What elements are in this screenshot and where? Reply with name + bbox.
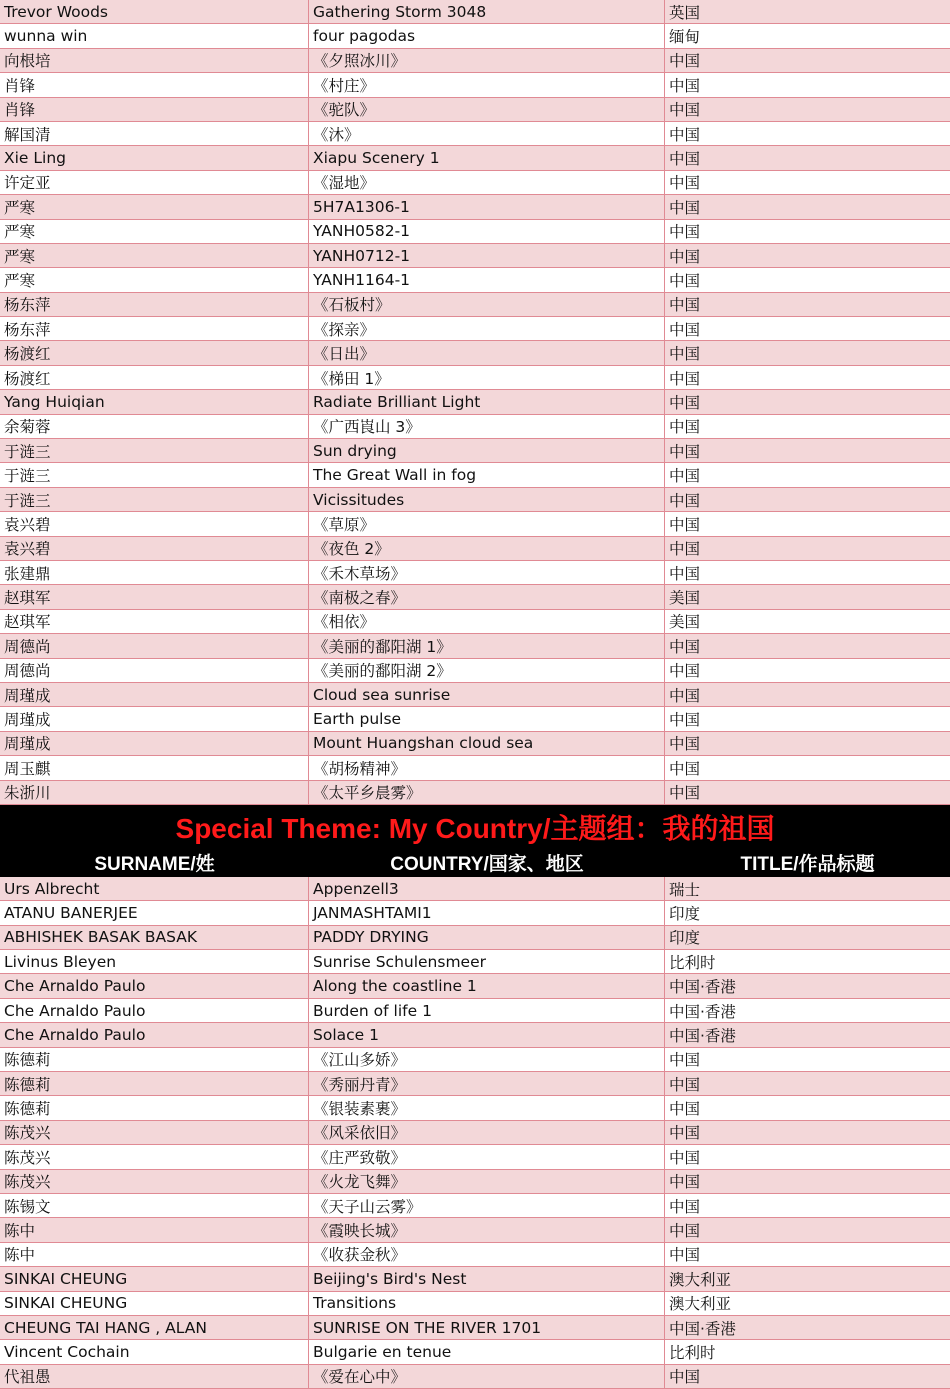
cell-name: 周德尚: [0, 634, 309, 657]
cell-work: 《夕照冰川》: [309, 49, 665, 72]
table-row: [0, 659, 950, 683]
table-row: [0, 1096, 950, 1120]
cell-country: 中国: [669, 637, 701, 656]
cell-name: 周德尚: [0, 659, 309, 682]
table-row: [0, 171, 950, 195]
table-row: [0, 1292, 950, 1316]
cell-work: 《火龙飞舞》: [309, 1170, 665, 1193]
cell-work: 《银装素裹》: [309, 1096, 665, 1119]
cell-work: YANH1164-1: [309, 268, 665, 291]
cell-country: 中国: [669, 1051, 701, 1070]
table-row: [0, 268, 950, 292]
cell-work: 《沐》: [309, 122, 665, 145]
cell-name: wunna win: [0, 24, 309, 47]
cell-country: 中国: [669, 320, 701, 339]
cell-name: 严寒: [0, 244, 309, 267]
table-row: [0, 1048, 950, 1072]
table-row: [0, 950, 950, 974]
cell-work: Burden of life 1: [309, 999, 665, 1022]
cell-work: YANH0712-1: [309, 244, 665, 267]
cell-country: 中国: [669, 515, 701, 534]
cell-country: 比利时: [669, 953, 716, 972]
table-row: [0, 1145, 950, 1169]
cell-name: 严寒: [0, 220, 309, 243]
cell-name: 肖锋: [0, 98, 309, 121]
table-row: [0, 781, 950, 805]
cell-work: 《禾木草场》: [309, 561, 665, 584]
table-row: [0, 0, 950, 24]
cell-work: 《收获金秋》: [309, 1243, 665, 1266]
table-row: [0, 146, 950, 170]
cell-name: 杨东萍: [0, 293, 309, 316]
cell-name: 于涟三: [0, 463, 309, 486]
table-row: [0, 756, 950, 780]
cell-name: 赵琪军: [0, 585, 309, 608]
cell-name: 于涟三: [0, 488, 309, 511]
cell-work: 《霞映长城》: [309, 1218, 665, 1241]
table-row: [0, 901, 950, 925]
cell-country: 中国: [669, 296, 701, 315]
cell-country: 中国: [669, 1197, 701, 1216]
cell-name: 陈茂兴: [0, 1170, 309, 1193]
table-row: [0, 585, 950, 609]
cell-name: 陈锡文: [0, 1194, 309, 1217]
cell-work: Appenzell3: [309, 877, 665, 900]
table-row: [0, 439, 950, 463]
cell-country: 中国: [669, 491, 701, 510]
cell-work: Vicissitudes: [309, 488, 665, 511]
table-row: [0, 707, 950, 731]
cell-country: 中国: [669, 150, 701, 169]
table-row: [0, 683, 950, 707]
cell-work: 《太平乡晨雾》: [309, 781, 665, 804]
cell-work: 《美丽的鄱阳湖 1》: [309, 634, 665, 657]
table-row: [0, 1267, 950, 1291]
cell-country: 中国: [669, 345, 701, 364]
column-header-row: [0, 849, 950, 877]
cell-name: Che Arnaldo Paulo: [0, 1023, 309, 1046]
table-row: [0, 1023, 950, 1047]
cell-name: 周瑾成: [0, 683, 309, 706]
cell-work: Beijing's Bird's Nest: [309, 1267, 665, 1290]
table-row: [0, 1121, 950, 1145]
cell-name: ATANU BANERJEE: [0, 901, 309, 924]
cell-country: 中国: [669, 784, 701, 803]
table-row: [0, 98, 950, 122]
cell-name: 陈茂兴: [0, 1145, 309, 1168]
table-row: [0, 1072, 950, 1096]
cell-country: 缅甸: [669, 28, 701, 47]
cell-name: 陈德莉: [0, 1072, 309, 1095]
cell-country: 美国: [669, 613, 701, 632]
cell-country: 中国: [669, 101, 701, 120]
table-row: [0, 974, 950, 998]
cell-work: Radiate Brilliant Light: [309, 390, 665, 413]
cell-name: 代祖愚: [0, 1365, 309, 1388]
cell-name: 向根培: [0, 49, 309, 72]
table-row: [0, 1365, 950, 1389]
cell-name: 张建鼎: [0, 561, 309, 584]
table-row: [0, 341, 950, 365]
cell-name: 朱浙川: [0, 781, 309, 804]
cell-work: Xiapu Scenery 1: [309, 146, 665, 169]
table-row: [0, 512, 950, 536]
cell-work: Mount Huangshan cloud sea: [309, 732, 665, 755]
cell-country: 澳大利亚: [669, 1295, 732, 1314]
cell-work: 《美丽的鄱阳湖 2》: [309, 659, 665, 682]
cell-work: Solace 1: [309, 1023, 665, 1046]
cell-country: 中国: [669, 759, 701, 778]
cell-work: 《草原》: [309, 512, 665, 535]
cell-country: 中国: [669, 564, 701, 583]
cell-country: 比利时: [669, 1344, 716, 1362]
column-header-country: COUNTRY/国家、地区: [390, 854, 584, 876]
cell-work: 《相依》: [309, 610, 665, 633]
cell-country: 中国·香港: [669, 1026, 736, 1045]
cell-work: 《南极之春》: [309, 585, 665, 608]
table-row: [0, 1218, 950, 1242]
table-row: [0, 926, 950, 950]
cell-name: CHEUNG TAI HANG , ALAN: [0, 1316, 309, 1339]
cell-name: 陈茂兴: [0, 1121, 309, 1144]
cell-country: 中国: [669, 735, 701, 754]
cell-name: 余菊蓉: [0, 415, 309, 438]
table-row: [0, 1243, 950, 1267]
cell-country: 中国: [669, 1222, 701, 1241]
cell-work: 《夜色 2》: [309, 537, 665, 560]
cell-country: 瑞士: [669, 880, 701, 899]
cell-work: 《风采依旧》: [309, 1121, 665, 1144]
cell-name: 陈德莉: [0, 1096, 309, 1119]
cell-work: 《村庄》: [309, 73, 665, 96]
cell-work: Transitions: [309, 1292, 665, 1315]
cell-work: SUNRISE ON THE RIVER 1701: [309, 1316, 665, 1339]
table-row: [0, 49, 950, 73]
cell-country: 中国: [669, 686, 701, 705]
cell-work: Sun drying: [309, 439, 665, 462]
entries-list-bottom: [0, 877, 950, 1389]
table-row: [0, 634, 950, 658]
cell-work: 《爱在心中》: [309, 1365, 665, 1388]
cell-name: Che Arnaldo Paulo: [0, 999, 309, 1022]
table-row: [0, 366, 950, 390]
section-title: Special Theme: My Country/主题组：我的祖国: [0, 805, 950, 849]
cell-name: Urs Albrecht: [0, 877, 309, 900]
cell-work: Sunrise Schulensmeer: [309, 950, 665, 973]
cell-name: ABHISHEK BASAK BASAK: [0, 926, 309, 949]
cell-work: 《天子山云雾》: [309, 1194, 665, 1217]
cell-work: 《胡杨精神》: [309, 756, 665, 779]
cell-country: 中国: [669, 662, 701, 681]
cell-country: 中国: [669, 198, 701, 217]
table-row: [0, 390, 950, 414]
cell-country: 中国·香港: [669, 1319, 736, 1338]
cell-country: 中国: [669, 1075, 701, 1094]
cell-name: 杨渡红: [0, 366, 309, 389]
cell-work: 《秀丽丹青》: [309, 1072, 665, 1095]
cell-country: 中国: [669, 76, 701, 95]
cell-work: 《石板村》: [309, 293, 665, 316]
cell-country: 中国: [669, 52, 701, 71]
table-row: [0, 415, 950, 439]
table-row: [0, 24, 950, 48]
cell-country: 印度: [669, 929, 701, 948]
table-row: [0, 488, 950, 512]
cell-work: Gathering Storm 3048: [309, 0, 665, 23]
cell-name: Livinus Bleyen: [0, 950, 309, 973]
cell-work: Along the coastline 1: [309, 974, 665, 997]
cell-name: Xie Ling: [0, 146, 309, 169]
cell-name: 严寒: [0, 195, 309, 218]
table-row: [0, 244, 950, 268]
table-row: [0, 561, 950, 585]
cell-name: Yang Huiqian: [0, 390, 309, 413]
cell-work: 5H7A1306-1: [309, 195, 665, 218]
cell-country: 中国: [669, 369, 701, 388]
cell-country: 中国: [669, 1368, 701, 1387]
table-row: [0, 999, 950, 1023]
cell-country: 中国: [669, 1100, 701, 1119]
cell-country: 中国: [669, 125, 701, 144]
cell-country: 中国: [669, 1246, 701, 1265]
cell-country: 中国: [669, 1124, 701, 1143]
cell-country: 中国: [669, 418, 701, 437]
table-row: [0, 293, 950, 317]
table-row: [0, 1316, 950, 1340]
cell-work: 《湿地》: [309, 171, 665, 194]
table-row: [0, 1194, 950, 1218]
cell-country: 美国: [669, 589, 701, 608]
cell-work: JANMASHTAMI1: [309, 901, 665, 924]
table-row: [0, 317, 950, 341]
cell-name: 杨渡红: [0, 341, 309, 364]
table-row: [0, 463, 950, 487]
column-header-surname: SURNAME/姓: [94, 854, 215, 876]
table-row: [0, 195, 950, 219]
table-row: [0, 610, 950, 634]
cell-country: 澳大利亚: [669, 1270, 732, 1289]
table-row: [0, 73, 950, 97]
cell-name: Vincent Cochain: [0, 1340, 309, 1363]
cell-country: 中国: [669, 540, 701, 559]
cell-name: Che Arnaldo Paulo: [0, 974, 309, 997]
cell-work: 《驼队》: [309, 98, 665, 121]
cell-name: 许定亚: [0, 171, 309, 194]
cell-name: 周瑾成: [0, 732, 309, 755]
cell-name: 于涟三: [0, 439, 309, 462]
cell-name: 袁兴碧: [0, 537, 309, 560]
cell-name: 袁兴碧: [0, 512, 309, 535]
table-row: [0, 732, 950, 756]
cell-work: Cloud sea sunrise: [309, 683, 665, 706]
cell-country: 中国: [669, 467, 701, 486]
cell-work: Bulgarie en tenue: [309, 1340, 665, 1363]
cell-name: 陈德莉: [0, 1048, 309, 1071]
cell-country: 印度: [669, 904, 701, 923]
cell-name: 赵琪军: [0, 610, 309, 633]
cell-name: Trevor Woods: [0, 0, 309, 23]
cell-work: PADDY DRYING: [309, 926, 665, 949]
cell-name: 周玉麒: [0, 756, 309, 779]
table-row: [0, 220, 950, 244]
table-row: [0, 1170, 950, 1194]
cell-name: 杨东萍: [0, 317, 309, 340]
cell-work: Earth pulse: [309, 707, 665, 730]
cell-country: 中国: [669, 711, 701, 730]
cell-country: 中国·香港: [669, 1002, 736, 1021]
table-row: [0, 537, 950, 561]
cell-name: SINKAI CHEUNG: [0, 1292, 309, 1315]
cell-country: 中国: [669, 1148, 701, 1167]
cell-country: 中国·香港: [669, 978, 736, 997]
cell-work: four pagodas: [309, 24, 665, 47]
cell-country: 中国: [669, 271, 701, 290]
cell-name: 陈中: [0, 1243, 309, 1266]
cell-work: 《梯田 1》: [309, 366, 665, 389]
column-header-title: TITLE/作品标题: [740, 854, 875, 876]
cell-name: 肖锋: [0, 73, 309, 96]
cell-work: 《江山多娇》: [309, 1048, 665, 1071]
cell-work: 《庄严致敬》: [309, 1145, 665, 1168]
cell-name: SINKAI CHEUNG: [0, 1267, 309, 1290]
cell-country: 英国: [669, 3, 701, 22]
table-row: [0, 1340, 950, 1364]
cell-work: 《日出》: [309, 341, 665, 364]
cell-country: 中国: [669, 223, 701, 242]
cell-work: 《探亲》: [309, 317, 665, 340]
cell-name: 解国清: [0, 122, 309, 145]
table-row: [0, 877, 950, 901]
cell-name: 严寒: [0, 268, 309, 291]
cell-country: 中国: [669, 247, 701, 266]
cell-work: The Great Wall in fog: [309, 463, 665, 486]
cell-work: YANH0582-1: [309, 220, 665, 243]
cell-country: 中国: [669, 1173, 701, 1192]
cell-name: 周瑾成: [0, 707, 309, 730]
cell-country: 中国: [669, 174, 701, 193]
cell-country: 中国: [669, 393, 701, 412]
cell-country: 中国: [669, 442, 701, 461]
table-row: [0, 122, 950, 146]
cell-name: 陈中: [0, 1218, 309, 1241]
cell-work: 《广西崀山 3》: [309, 415, 665, 438]
